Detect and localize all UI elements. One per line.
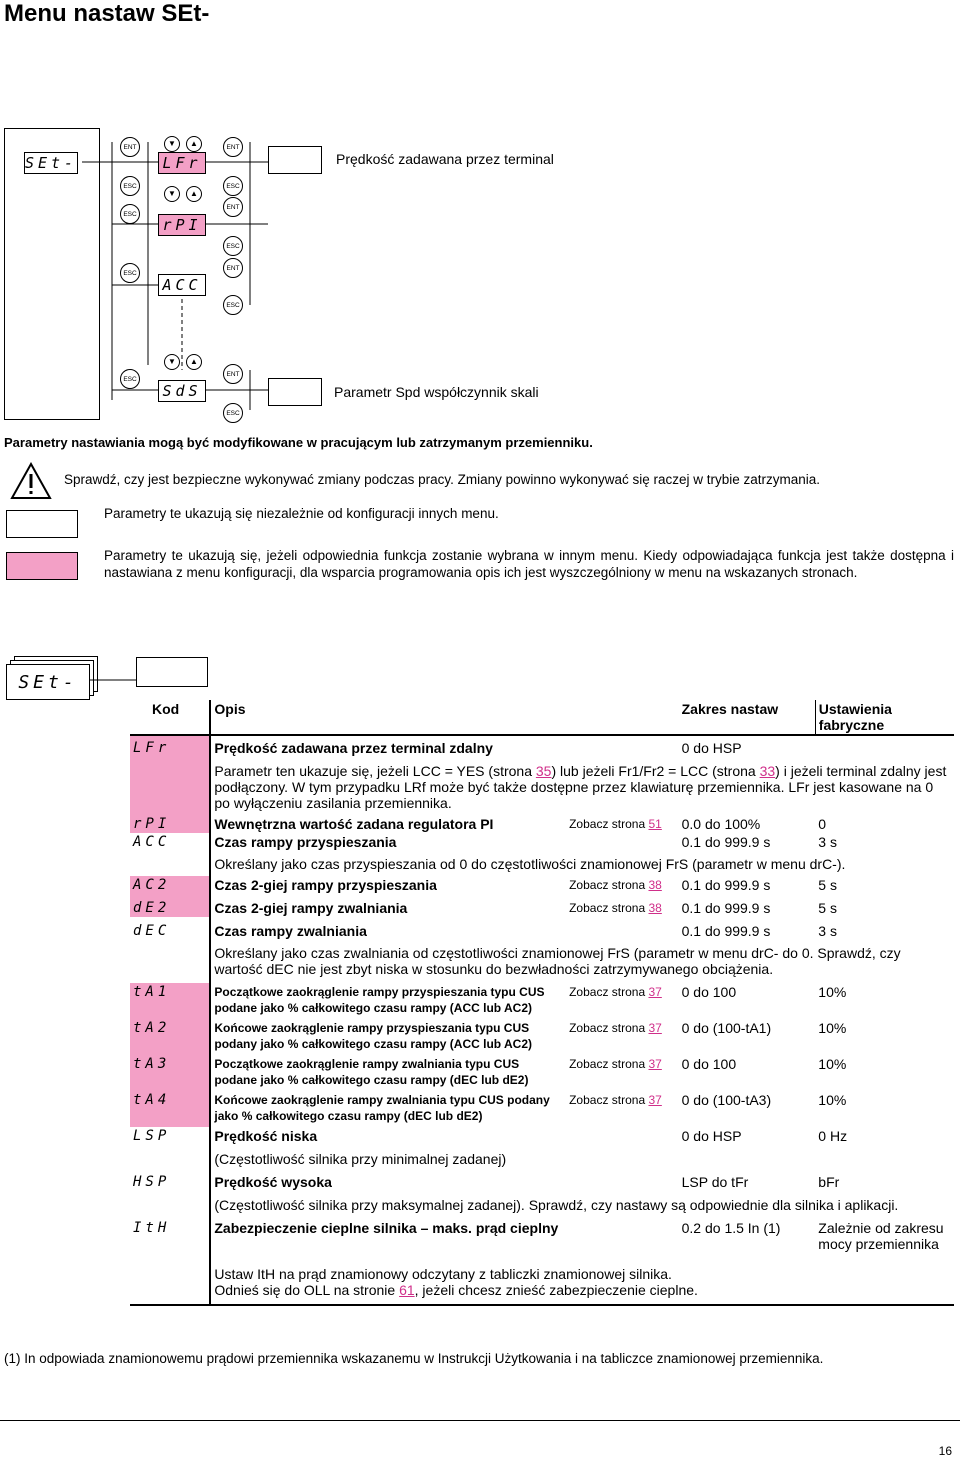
table-row [130, 876, 954, 894]
param-code: tA1 [130, 983, 210, 1019]
esc-key-icon: ESC [120, 263, 140, 283]
page-link[interactable]: 37 [648, 985, 662, 999]
param-range: 0 do 100 [681, 1056, 737, 1072]
param-desc: Czas 2-giej rampy przyspieszania [214, 877, 437, 893]
param-default: 0 Hz [818, 1128, 848, 1144]
table-row [130, 1173, 954, 1191]
param-range: 0.1 do 999.9 s [681, 900, 771, 916]
param-range: 0 do HSP [681, 1128, 742, 1144]
parameter-table [130, 700, 954, 1306]
page-link[interactable]: 38 [648, 901, 662, 915]
see-page: Zobacz strona 37 [569, 1021, 662, 1035]
param-default: bFr [818, 1174, 840, 1190]
header-default: Ustawienia fabryczne [815, 700, 954, 735]
param-code: LFr [130, 735, 210, 815]
page-link[interactable]: 61 [399, 1282, 415, 1298]
ent-key-icon: ENT [223, 258, 243, 278]
value-box-lfr [268, 146, 322, 174]
legend-white-box [6, 510, 78, 538]
footnote: (1) In odpowiada znamionowemu prądowi przemiennika wskazanemu w Instrukcji Użytkowania i na tabliczce znamionowej przemiennika. [4, 1351, 824, 1366]
arrow-up-icon: ▲ [186, 354, 202, 370]
table-row [130, 735, 954, 757]
param-default [815, 735, 954, 757]
table-row [130, 1127, 954, 1145]
legend-pink-box [6, 552, 78, 580]
param-desc: Prędkość zadawana przez terminal zdalny [214, 740, 493, 756]
table-row [130, 894, 954, 917]
header-code: Kod [130, 700, 210, 735]
param-range: 0.1 do 999.9 s [681, 923, 771, 939]
param-default: 5 s [818, 877, 837, 893]
param-range: 0.0 do 100% [681, 816, 761, 832]
table-row [130, 1091, 954, 1127]
param-desc: Wewnętrzna wartość zadana regulatora PI [214, 816, 494, 832]
param-desc: Początkowe zaokrąglenie rampy przyspieszania typu CUS podane jako % całkowitego czasu rampy (ACC lub AC2) [214, 985, 545, 1015]
arrow-down-icon: ▼ [164, 186, 180, 202]
param-range: 0 do 100 [681, 984, 737, 1000]
page-number: 16 [938, 1444, 952, 1458]
esc-key-icon: ESC [223, 295, 243, 315]
legend-white-text: Parametry te ukazują się niezależnie od konfiguracji innych menu. [104, 506, 499, 521]
arrow-up-icon: ▲ [186, 186, 202, 202]
param-range: 0.1 do 999.9 s [681, 834, 771, 850]
param-note: Określany jako czas przyspieszania od 0 do częstotliwości znamionowej FrS (parametr w menu drC-). [214, 856, 846, 872]
ent-key-icon: ENT [120, 137, 140, 157]
param-note: (Częstotliwość silnika przy minimalnej zadanej) [214, 1151, 507, 1167]
param-desc: Końcowe zaokrąglenie rampy przyspieszania typu CUS podany jako % całkowitego czasu rampy (ACC lub AC2) [214, 1021, 532, 1051]
param-code: ACC [130, 833, 210, 876]
param-code: tA3 [130, 1055, 210, 1091]
param-code: dE2 [130, 894, 210, 917]
esc-key-icon: ESC [120, 204, 140, 224]
param-desc: Czas rampy zwalniania [214, 923, 367, 939]
legend-pink-text: Parametry te ukazują się, jeżeli odpowiednia funkcja zostanie wybrana w innym menu. Kiedy odpowiadająca funkcja jest także dostępna i nastawiana z menu konfiguracji, dla wsparcia programowania opis ich jest wyszczególniony w menu na wskazanych stronach. [104, 548, 954, 580]
param-range: LSP do tFr [681, 1174, 749, 1190]
ent-key-icon: ENT [223, 364, 243, 384]
param-code: HSP [130, 1173, 210, 1219]
table-row [130, 815, 954, 833]
param-range: 0 do HSP [681, 740, 742, 756]
esc-key-icon: ESC [120, 176, 140, 196]
sds-description: Parametr Spd współczynnik skali [334, 384, 539, 400]
table-row [130, 1019, 954, 1055]
header-range: Zakres nastaw [679, 700, 816, 735]
set-connector [90, 670, 140, 690]
param-code: AC2 [130, 876, 210, 894]
lcd-sds: SdS [158, 380, 206, 402]
param-desc: Prędkość wysoka [214, 1174, 332, 1190]
set-value-box [136, 657, 208, 687]
lcd-rpi: rPI [158, 214, 206, 236]
param-range: 0.1 do 999.9 s [681, 877, 771, 893]
param-note: Parametr ten ukazuje się, jeżeli LCC = YES (strona 35) lub jeżeli Fr1/Fr2 = LCC (strona 33) i jeżeli terminal zdalny jest podłączony. W tym przypadku LRf może być także dostępne przez klawiaturę przemiennika. LFr jest kasowane na 0 po wyłączeniu zasilania przemiennika. [214, 763, 947, 811]
lfr-description: Prędkość zadawana przez terminal [336, 151, 554, 167]
table-row [130, 1055, 954, 1091]
page-link[interactable]: 33 [759, 763, 776, 779]
table-row [130, 833, 954, 851]
esc-key-icon: ESC [223, 403, 243, 423]
param-desc: Czas rampy przyspieszania [214, 834, 397, 850]
param-default: 3 s [818, 834, 837, 850]
table-row-note [130, 1145, 954, 1173]
table-row-note [130, 1260, 954, 1305]
table-row-note [130, 940, 954, 983]
table-row-note [130, 851, 954, 876]
value-box-sds [268, 378, 322, 406]
param-code: LSP [130, 1127, 210, 1173]
page-link[interactable]: 51 [648, 817, 662, 831]
param-range: 0 do (100-tA3) [681, 1092, 772, 1108]
param-default: 3 s [818, 923, 837, 939]
see-page: Zobacz strona 37 [569, 1057, 662, 1071]
see-page: Zobacz strona 38 [569, 901, 662, 915]
param-desc: Czas 2-giej rampy zwalniania [214, 900, 408, 916]
param-note: Określany jako czas zwalniania od częstotliwości znamionowej FrS (parametr w menu drC- do 0. Sprawdź, czy wartość dEC nie jest zbyt niska w stosunku do bezwładności zatrzymywanego obciążenia. [214, 945, 901, 977]
param-default: 10% [818, 984, 847, 1000]
warning-icon [10, 462, 52, 500]
lcd-acc: ACC [158, 274, 206, 296]
table-row [130, 983, 954, 1019]
param-desc: Początkowe zaokrąglenie rampy zwalniania typu CUS podane jako % całkowitego czasu rampy (dEC lub dE2) [214, 1057, 529, 1087]
param-default: 5 s [818, 900, 837, 916]
page-title: Menu nastaw SEt- [4, 0, 210, 27]
ent-key-icon: ENT [223, 197, 243, 217]
lcd-lfr: LFr [158, 152, 206, 174]
lcd-set: SEt- [24, 154, 78, 172]
param-code: tA2 [130, 1019, 210, 1055]
page-link[interactable]: 37 [648, 1021, 662, 1035]
page-link[interactable]: 37 [648, 1093, 662, 1107]
see-page: Zobacz strona 37 [569, 1093, 662, 1107]
table-header-row [130, 700, 954, 735]
param-desc: Zabezpieczenie cieplne silnika – maks. prąd cieplny [214, 1220, 559, 1236]
param-range: 0 do (100-tA1) [681, 1020, 772, 1036]
param-desc: Końcowe zaokrąglenie rampy zwalniania typu CUS podany jako % całkowitego czasu rampy (dEC lub dE2) [214, 1093, 550, 1123]
lcd-set-header: SEt- [6, 664, 90, 700]
arrow-down-icon: ▼ [164, 136, 180, 152]
arrow-up-icon: ▲ [186, 136, 202, 152]
param-default: 10% [818, 1092, 847, 1108]
param-code: dEC [130, 917, 210, 983]
table-row-note [130, 757, 954, 815]
param-code: ItH [130, 1219, 210, 1305]
table-row [130, 1219, 954, 1260]
see-page: Zobacz strona 38 [569, 878, 662, 892]
page-link[interactable]: 35 [535, 763, 552, 779]
param-default: 0 [818, 816, 827, 832]
esc-key-icon: ESC [120, 369, 140, 389]
page-link[interactable]: 37 [648, 1057, 662, 1071]
param-desc: Prędkość niska [214, 1128, 318, 1144]
adjust-note: Parametry nastawiania mogą być modyfikowane w pracującym lub zatrzymanym przemienniku. [4, 435, 593, 450]
header-desc: Opis [210, 700, 566, 735]
see-page: Zobacz strona 37 [569, 985, 662, 999]
ent-key-icon: ENT [223, 137, 243, 157]
page-link[interactable]: 38 [648, 878, 662, 892]
param-default: 10% [818, 1020, 847, 1036]
param-code: rPI [130, 815, 210, 833]
see-page: Zobacz strona 51 [569, 817, 662, 831]
param-default: 10% [818, 1056, 847, 1072]
warning-text: Sprawdź, czy jest bezpieczne wykonywać zmiany podczas pracy. Zmiany powinno wykonywać się raczej w trybie zatrzymania. [64, 472, 821, 487]
param-code: tA4 [130, 1091, 210, 1127]
param-default: Zależnie od zakresu mocy przemiennika [818, 1220, 944, 1252]
table-row [130, 917, 954, 940]
esc-key-icon: ESC [223, 176, 243, 196]
esc-key-icon: ESC [223, 236, 243, 256]
param-note: Ustaw ItH na prąd znamionowy odczytany z tabliczki znamionowej silnika. Odnieś się do OLL na stronie 61, jeżeli chcesz znieść zabezpieczenie cieplne. [210, 1260, 954, 1305]
param-range: 0.2 do 1.5 In (1) [681, 1220, 781, 1236]
param-note: (Częstotliwość silnika przy maksymalnej zadanej). Sprawdź, czy nastawy są odpowiednie dla silnika i aplikacji. [214, 1197, 899, 1213]
table-row-note [130, 1191, 954, 1219]
footer-rule [0, 1420, 960, 1421]
arrow-down-icon: ▼ [164, 354, 180, 370]
